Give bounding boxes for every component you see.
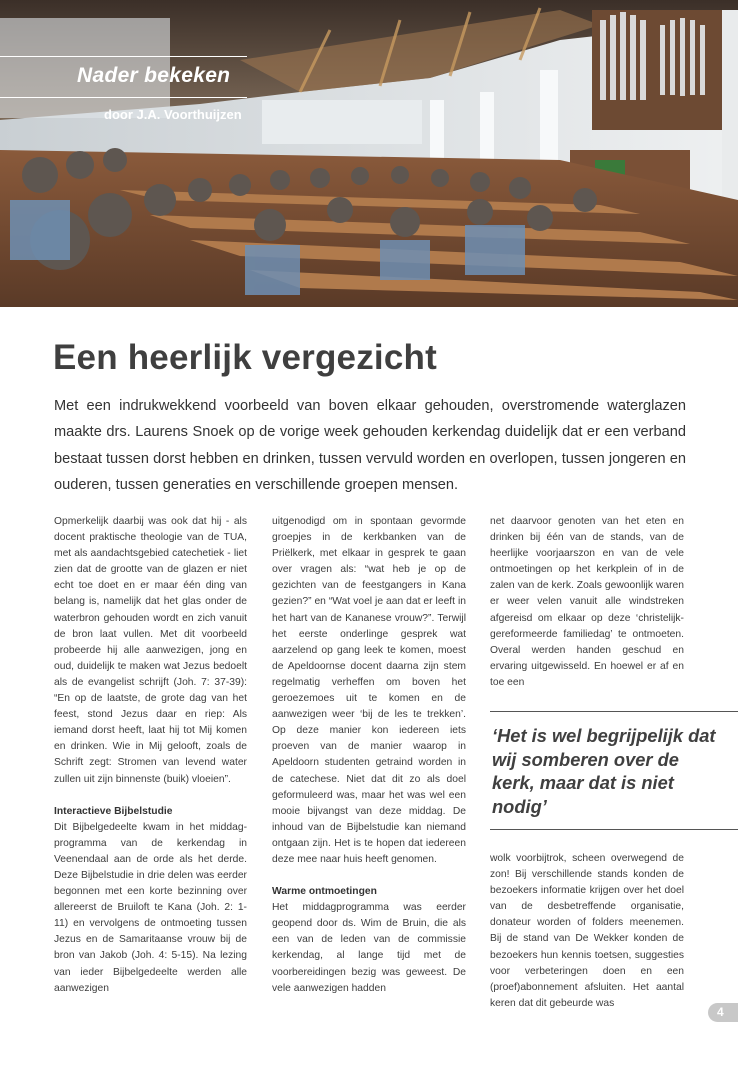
series-title-rule-top [0, 56, 247, 57]
pullquote-rule-top [490, 711, 738, 712]
paragraph: uitgenodigd om in spontaan gevormde groepjes in de kerkbanken van de Priëlkerk, met elkaar in gesprek te gaan over vragen als: “wat heb je op de gezichten van de feestgangers in Kana gezien?” en “Wat voel je aan dat er leeft in het hart van de Kananese vrouw?”. Terwijl het eerste onderlinge gesprek wat aarzelend op gang leek te komen, moest de Apeldoornse docent daarna zijn stem regelmatig verheffen om boven het geroezemoes uit te komen en de aanwezigen weer ‘bij de les te trekken’. Op deze manier kon iedereen iets proeven van de manier waarop in Apeldoorn studenten getraind worden in de catechese. Niet dat dit zo als doel geformuleerd was, maar het was wel een mooie bijvangst van deze middag. De inhoud van de Bijbelstudie kan niemand ontgaan zijn. Het is te hopen dat iedereen deze mee naar huis heeft genomen. [272, 516, 466, 865]
body-column-2 [272, 514, 466, 997]
series-title: Nader bekeken [77, 64, 231, 87]
body-column-1 [54, 514, 247, 997]
series-title-rule-bottom [0, 97, 247, 98]
paragraph: Het middagprogramma was eerder geopend door ds. Wim de Bruin, die als een van de leden van de commissie kerkendag, al lange tijd met de voorbereidingen bezig was geweest. De vele aanwezigen hadden [272, 902, 466, 994]
body-column-3-top [490, 514, 684, 691]
paragraph: Opmerkelijk daarbij was ook dat hij - als docent praktische theologie van de TUA, met als aandachtsgebied catechetiek - liet zien dat de grootte van de glazen er niet echt toe doet en er maar één ding van belang is, namelijk dat het glas onder de waterbron gehouden wordt en zich vanuit de bron laat vullen. Met dit voorbeeld probeerde hij alle aanwezigen, jong en oud, duidelijk te maken wat Jezus bedoelt als de evangelist schrijft (Joh. 7: 37-39): “En op de laatste, de grote dag van het feest, stond Jezus daar en riep: Als iemand dorst heeft, laat hij tot Mij komen en drinken. Wie in Mij gelooft, zoals de Schrift zegt: Stromen van levend water zullen uit zijn binnenste (buik) vloeien”. [54, 516, 247, 785]
paragraph: net daarvoor genoten van het eten en drinken bij één van de stands, van de heerlijke voorjaarszon en van de vele ontmoetingen op het kerkplein of in de zalen van de kerk. Zoals gewoonlijk waren er weer velen vanuit alle windstreken afgereisd om elkaar op deze ‘christelijk-gereformeerde familiedag’ te ontmoeten. Overal werden handen geschud en ervaring uitgewisseld. En hoewel er af en toe een [490, 516, 684, 688]
pullquote-rule-bottom [490, 829, 738, 830]
subheading: Interactieve Bijbelstudie [54, 805, 173, 817]
church-interior-illustration [0, 0, 738, 307]
page-number-badge: 4 [708, 1003, 738, 1022]
subheading: Warme ontmoetingen [272, 886, 377, 898]
article-lead: Met een indrukwekkend voorbeeld van boven elkaar gehouden, overstromende waterglazen maakte drs. Laurens Snoek op de vorige week gehouden kerkendag duidelijk dat er een verband bestaat tussen dorst hebben en drinken, tussen vervuld worden en overlopen, tussen jongeren en ouderen, tussen generaties en verschillende groepen mensen. [54, 398, 686, 493]
paragraph: wolk voorbijtrok, scheen overwegend de zon! Bij verschillende stands konden de bezoekers informatie krijgen over het doel van de desbetreffende organisatie, donateur worden of folders meenemen. Bij de stand van De Wekker konden de bezoekers hun kennis toetsen, suggesties voor verbeteringen doen en een (proef)abonnement afsluiten. Het aantal keren dat dit gebeurde was [490, 853, 684, 1009]
byline: door J.A. Voorthuijzen [104, 107, 242, 122]
body-column-3-bottom [490, 851, 684, 1012]
pullquote: ‘Het is wel begrijpelijk dat wij somberen over de kerk, maar dat is niet nodig’ [492, 725, 716, 817]
article-headline: Een heerlijk vergezicht [53, 338, 437, 377]
paragraph: Dit Bijbelgedeelte kwam in het middag-programma van de kerkendag in Veenendaal aan de orde als het derde. Deze Bijbelstudie in drie delen was eerder begonnen met een korte bezinning over allereerst de Bruiloft te Kana (Joh. 2: 1-11) en vervolgens de ontmoeting tussen Jezus en de Samaritaanse vrouw bij de bron van Jakob (Joh. 4: 5-15). Na lezing van ieder Bijbelgedeelte werden alle aanwezigen [54, 821, 247, 994]
header-photo [0, 0, 738, 307]
